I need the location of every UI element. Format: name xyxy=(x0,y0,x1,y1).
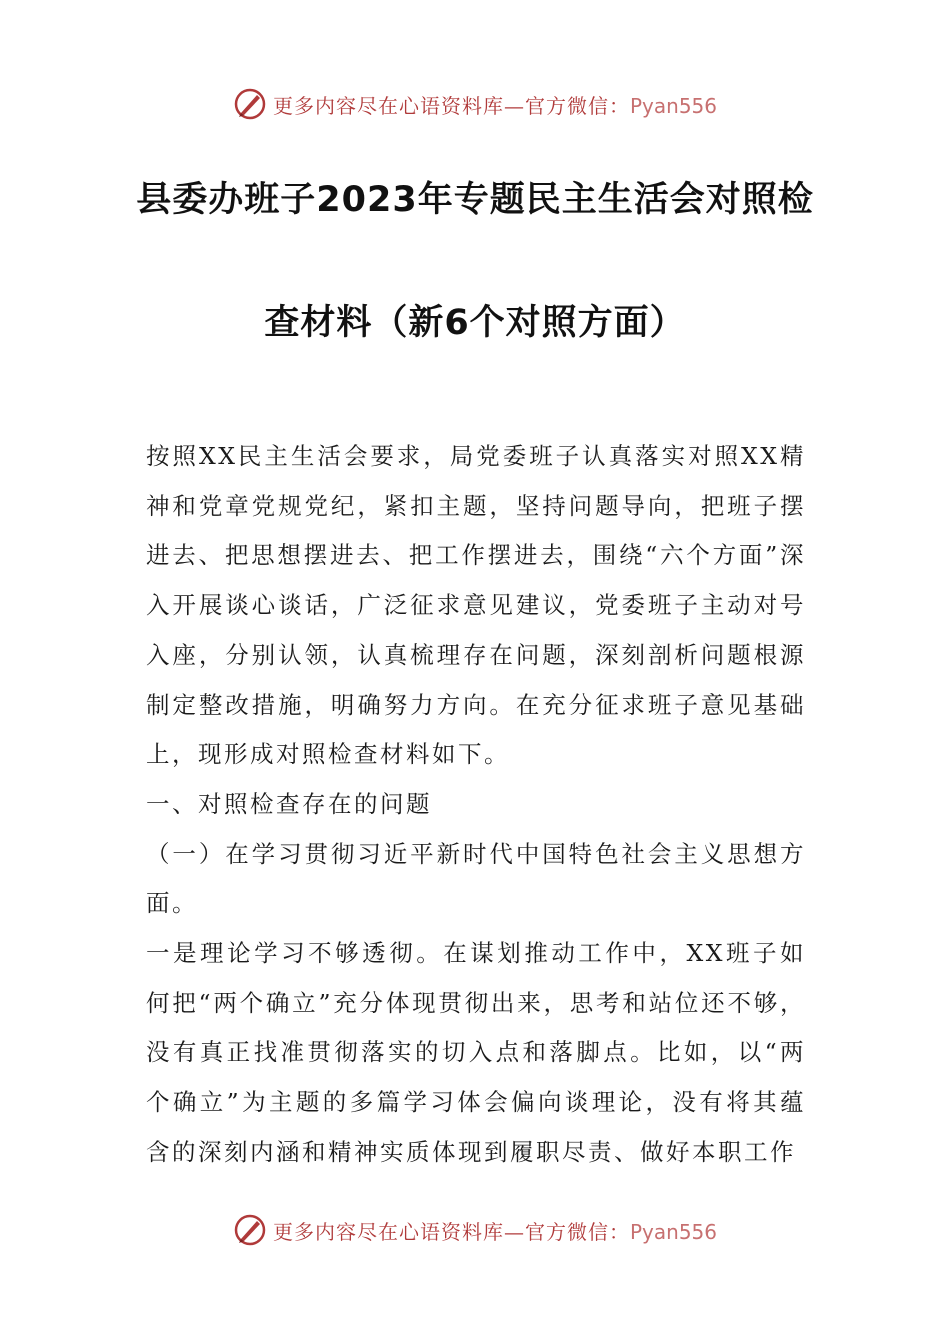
watermark-text: 更多内容尽在心语资料库—官方微信： xyxy=(272,93,630,118)
paragraph-intro: 按照XX民主生活会要求，局党委班子认真落实对照XX精神和党章党规党纪，紧扣主题，坚持问题导向，把班子摆进去、把思想摆进去、把工作摆进去，围绕“六个方面”深入开展谈心谈话，广泛征求意见建议，党委班子主动对号入座，分别认领，认真梳理存在问题，深刻剖析问题根源制定整改措施，明确努力方向。在充分征求班子意见基础上，现形成对照检查材料如下。 xyxy=(146,442,806,769)
footer-watermark xyxy=(0,1210,950,1250)
paragraph-point-1: 一是理论学习不够透彻。在谋划推动工作中，XX班子如何把“两个确立”充分体现贯彻出来，思考和站位还不够，没有真正找准贯彻落实的切入点和落脚点。比如，以“两个确立”为主题的多篇学习体会偏向谈理论，没有将其蕴含的深刻内涵和精神实质体现到履职尽责、做好本职工作 xyxy=(146,939,806,1166)
header-watermark xyxy=(0,84,950,124)
pen-logo-icon xyxy=(233,87,267,121)
document-title-line-2: 查材料（新6个对照方面） xyxy=(264,303,686,343)
watermark-id: Pyan556 xyxy=(629,1219,717,1244)
watermark-id: Pyan556 xyxy=(629,93,717,118)
document-title-line-1: 县委办班子2023年专题民主生活会对照检 xyxy=(136,180,814,220)
subheading-1: （一）在学习贯彻习近平新时代中国特色社会主义思想方面。 xyxy=(146,839,806,918)
watermark-text: 更多内容尽在心语资料库—官方微信： xyxy=(272,1219,630,1244)
document-body xyxy=(146,432,806,1178)
heading-section-1: 一、对照检查存在的问题 xyxy=(146,789,432,818)
pen-logo-icon xyxy=(233,1213,267,1247)
